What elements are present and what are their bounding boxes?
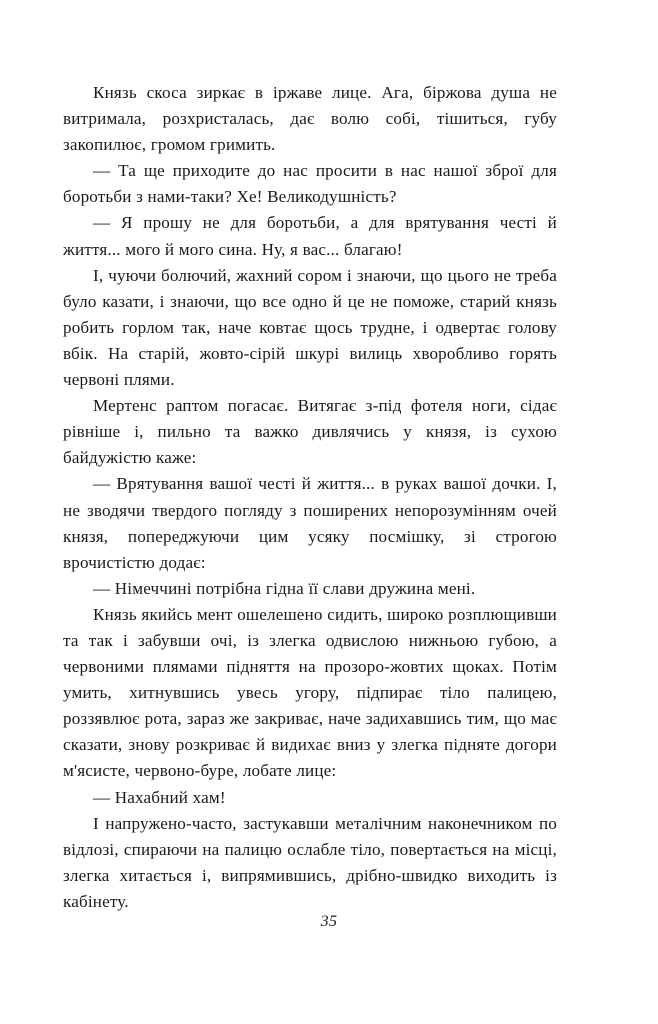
paragraph: Князь скоса зиркає в іржаве лице. Ага, біржова душа не витримала, розхристалась, дає волю собі, тішиться, губу закопилює, громом гримить.: [63, 83, 557, 155]
paragraph: Мертенс раптом погасає. Витягає з-під фотеля ноги, сідає рівніше і, пильно та важко дивлячись у князя, із сухою байдужістю каже:: [63, 396, 557, 468]
paragraph: — Німеччині потрібна гідна її слави дружина мені.: [93, 578, 476, 598]
paragraph: — Я прошу не для боротьби, а для врятування честі й життя... мого й мого сина. Ну, я вас... благаю!: [63, 213, 557, 259]
page-number: 35: [320, 913, 338, 930]
paragraph: — Врятування вашої честі й життя... в руках вашої дочки. І, не зводячи твердого погляду з поширених непорозумінням очей князя, попереджуючи цим усяку посмішку, зі строгою врочистістю додає:: [63, 474, 557, 572]
paragraph: — Та ще приходите до нас просити в нас нашої зброї для боротьби з нами-таки? Хе! Великодушність?: [63, 161, 557, 207]
paragraph: Князь якийсь мент ошелешено сидить, широко розплющивши та так і забувши очі, із злегка одвислою нижньою губою, а червоними плямами підняття на прозоро-жовтих щоках. Потім умить, хитнувшись увесь угору, підпирає тіло палицею, роззявлює рота, зараз же закриває, наче задихавшись тим, що має сказати, знову розкриває й видихає вниз у злегка підняте догори м'ясисте, червоно-буре, лобате лице:: [63, 604, 557, 781]
page-text-block: [63, 80, 557, 915]
paragraph: І напружено-часто, застукавши металічним наконечником по відлозі, спираючи на палицю ослабле тіло, повертається на місці, злегка хитається і, випрямившись, дрібно-швидко виходить із кабінету.: [63, 813, 557, 911]
paragraph: І, чуючи болючий, жахний сором і знаючи, що цього не треба було казати, і знаючи, що все одно й це не поможе, старий князь робить горлом так, наче ковтає щось трудне, і одвертає голову вбік. На старій, жовто-сірій шкурі вилиць хворобливо горять червоні плями.: [63, 265, 557, 390]
paragraph: — Нахабний хам!: [93, 787, 226, 807]
